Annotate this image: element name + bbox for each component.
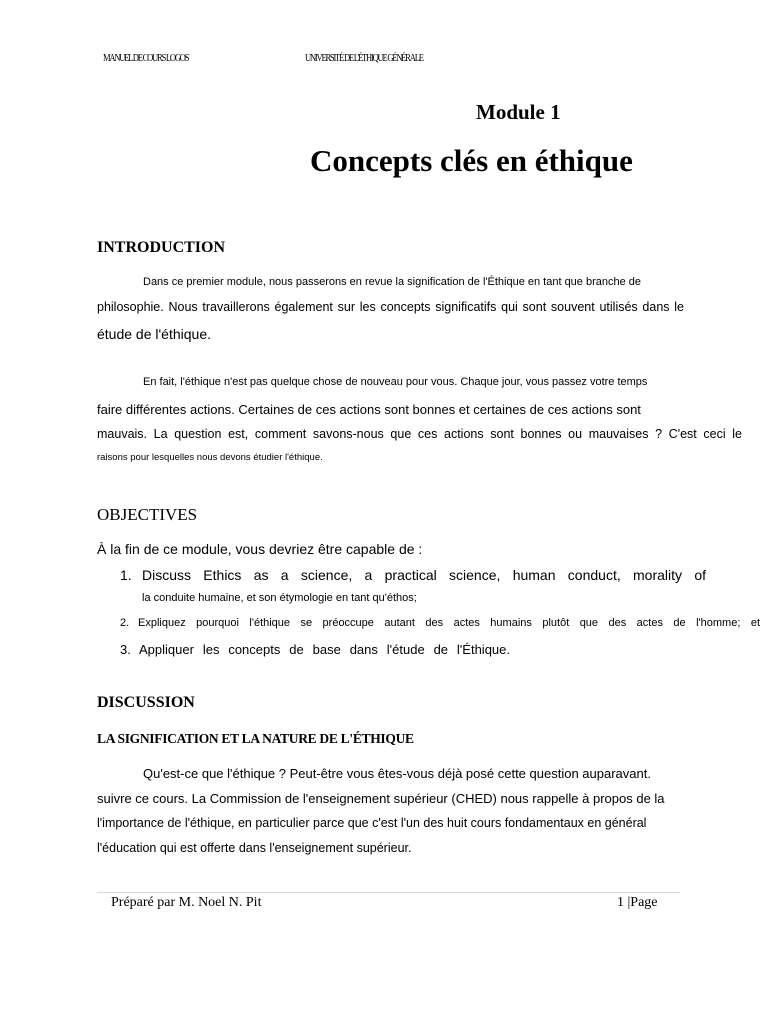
intro-line: faire différentes actions. Certaines de ces actions sont bonnes et certaines de ces actions sont: [97, 402, 641, 417]
intro-line: Dans ce premier module, nous passerons en revue la signification de l'Éthique en tant que branche de: [143, 276, 642, 288]
intro-line: En fait, l'éthique n'est pas quelque chose de nouveau pour vous. Chaque jour, vous passez votre temps: [143, 376, 648, 388]
objective-number: 3.: [120, 642, 131, 657]
intro-line: étude de l'éthique.: [97, 326, 211, 342]
page-title: Concepts clés en éthique: [310, 143, 633, 178]
discussion-subheading: LA SIGNIFICATION ET LA NATURE DE L'ÉTHIQUE: [97, 731, 414, 746]
objective-item: Appliquer les concepts de base dans l'étude de l'Éthique.: [139, 642, 510, 657]
intro-line: mauvais. La question est, comment savons-nous que ces actions sont bonnes ou mauvaises ? C'est ceci le: [97, 427, 742, 441]
objective-item: Discuss Ethics as a science, a practical science, human conduct, morality of: [142, 567, 706, 583]
discussion-line: Qu'est-ce que l'éthique ? Peut-être vous êtes-vous déjà posé cette question auparavant.: [143, 766, 651, 781]
page-number: 1 |Page: [617, 895, 658, 910]
objective-number: 1.: [120, 567, 132, 583]
discussion-line: suivre ce cours. La Commission de l'enseignement supérieur (CHED) nous rappelle à propos de la: [97, 791, 665, 806]
intro-line: philosophie. Nous travaillerons également sur les concepts significatifs qui sont souvent utilisés dans le: [97, 300, 684, 314]
footer-divider: [97, 892, 680, 893]
module-label: Module 1: [476, 100, 561, 124]
running-header-center: UNIVERSITÉ DE L'ÉTHIQUE GÉNÉRALE: [305, 52, 423, 64]
objective-item-continuation: la conduite humaine, et son étymologie en tant qu'éthos;: [142, 592, 417, 604]
intro-line: raisons pour lesquelles nous devons étudier l'éthique.: [97, 452, 323, 463]
discussion-heading: DISCUSSION: [97, 694, 195, 711]
discussion-line: l'importance de l'éthique, en particulier parce que c'est l'un des huit cours fondamentaux en général: [97, 816, 647, 830]
running-header-left: MANUEL DE COURS LOGOS: [103, 52, 189, 64]
discussion-line: l'éducation qui est offerte dans l'enseignement supérieur.: [97, 841, 412, 855]
objectives-intro: À la fin de ce module, vous devriez être capable de :: [97, 541, 423, 557]
objective-item: Expliquez pourquoi l'éthique se préoccupe autant des actes humains plutôt que des actes de l'homme; et: [138, 617, 760, 629]
footer-prepared-by: Préparé par M. Noel N. Pit: [111, 895, 262, 910]
objective-number: 2.: [120, 617, 130, 629]
objectives-heading: OBJECTIVES: [97, 505, 198, 524]
introduction-heading: INTRODUCTION: [97, 239, 226, 256]
